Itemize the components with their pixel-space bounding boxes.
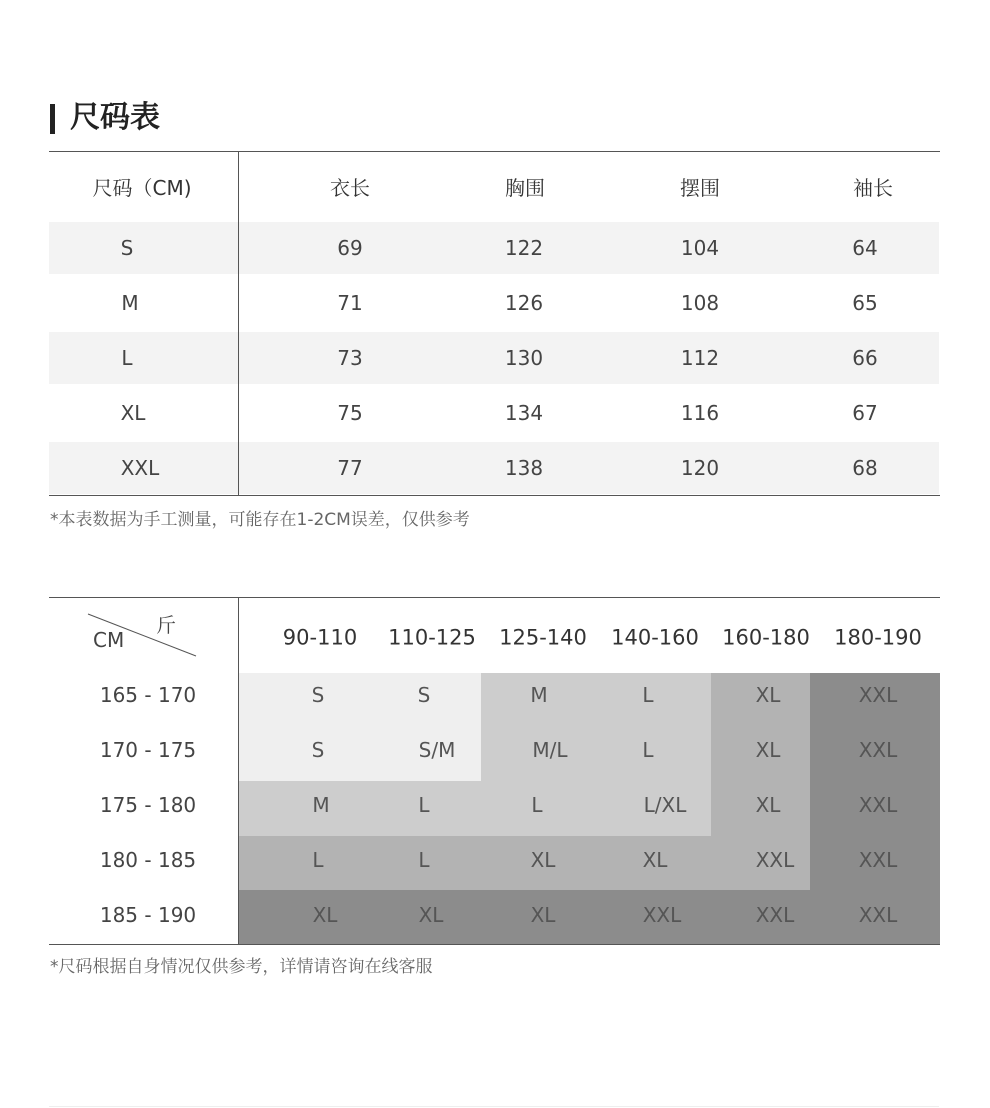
table-row-stripe — [49, 332, 939, 384]
table-cell: S — [120, 236, 134, 260]
size-cell: S/M — [418, 738, 456, 762]
size-cell: L — [418, 793, 430, 817]
table-cell: 134 — [504, 401, 544, 425]
table-cell: 77 — [337, 456, 363, 480]
height-row-label: 180 - 185 — [99, 848, 197, 872]
size-cell: L — [418, 848, 430, 872]
measure-table-top-border — [49, 151, 940, 152]
size-cell: S — [311, 683, 325, 707]
weight-header: 90-110 — [282, 625, 358, 650]
bottom-divider — [49, 1106, 939, 1107]
table-cell: 68 — [852, 456, 878, 480]
size-cell: XXL — [858, 903, 898, 927]
size-cell: S — [311, 738, 325, 762]
table-cell: 65 — [852, 291, 878, 315]
recommend-table-top-border — [49, 597, 940, 598]
header-hem: 摆围 — [680, 176, 720, 200]
table-cell: 138 — [504, 456, 544, 480]
header-chest: 胸围 — [505, 176, 545, 200]
size-cell: XL — [755, 683, 781, 707]
page-title: 尺码表 — [70, 100, 160, 135]
shade-zone-1 — [239, 673, 481, 781]
table-cell: 108 — [680, 291, 720, 315]
table-cell: 69 — [337, 236, 363, 260]
table-cell: 130 — [504, 346, 544, 370]
table-cell: 73 — [337, 346, 363, 370]
shade-zone-2 — [481, 673, 711, 781]
size-cell: XXL — [858, 793, 898, 817]
table-cell: 75 — [337, 401, 363, 425]
table-cell: 126 — [504, 291, 544, 315]
size-cell: XL — [418, 903, 444, 927]
table-row-stripe — [49, 442, 939, 494]
table-cell: M — [121, 291, 139, 315]
weight-header: 180-190 — [834, 625, 922, 650]
size-cell: XL — [312, 903, 338, 927]
size-cell: L/XL — [643, 793, 687, 817]
size-cell: XXL — [755, 848, 795, 872]
weight-header: 160-180 — [722, 625, 810, 650]
measure-table-bottom-border — [49, 495, 940, 496]
size-cell: S — [417, 683, 431, 707]
size-cell: L — [531, 793, 543, 817]
table-cell: 67 — [852, 401, 878, 425]
size-cell: L — [312, 848, 324, 872]
size-cell: XXL — [858, 848, 898, 872]
table-cell: 120 — [680, 456, 720, 480]
corner-height-label: CM — [93, 628, 125, 652]
size-cell: XXL — [858, 683, 898, 707]
corner-weight-label: 斤 — [156, 613, 176, 637]
table-cell: 64 — [852, 236, 878, 260]
recommend-table-divider — [238, 597, 239, 944]
size-cell: XL — [642, 848, 668, 872]
table-cell: 71 — [337, 291, 363, 315]
title-accent-bar — [50, 104, 55, 134]
size-cell: XXL — [858, 738, 898, 762]
size-cell: L — [642, 683, 654, 707]
shade-zone-2 — [239, 781, 711, 836]
size-cell: XL — [755, 793, 781, 817]
table-cell: L — [121, 346, 133, 370]
size-cell: XXL — [642, 903, 682, 927]
size-cell: XL — [530, 848, 556, 872]
table-cell: XL — [120, 401, 146, 425]
weight-header: 125-140 — [499, 625, 587, 650]
size-cell: XXL — [755, 903, 795, 927]
measure-table-divider-overlay — [238, 151, 239, 495]
table-cell: 112 — [680, 346, 720, 370]
shade-zone-3 — [239, 836, 711, 890]
height-row-label: 185 - 190 — [99, 903, 197, 927]
height-row-label: 170 - 175 — [99, 738, 197, 762]
table-cell: 122 — [504, 236, 544, 260]
recommend-table-note: *尺码根据自身情况仅供参考，详情请咨询在线客服 — [50, 957, 433, 977]
measure-table-note: *本表数据为手工测量，可能存在1-2CM误差，仅供参考 — [50, 510, 470, 530]
table-cell: 104 — [680, 236, 720, 260]
weight-header: 110-125 — [388, 625, 476, 650]
header-size: 尺码（CM) — [92, 176, 192, 200]
table-cell: XXL — [120, 456, 160, 480]
recommend-table-bottom-border — [49, 944, 940, 945]
table-cell: 116 — [680, 401, 720, 425]
weight-header: 140-160 — [611, 625, 699, 650]
size-cell: M — [530, 683, 548, 707]
size-cell: M/L — [532, 738, 568, 762]
table-row-stripe — [49, 222, 939, 274]
size-cell: L — [642, 738, 654, 762]
header-sleeve: 袖长 — [853, 176, 893, 200]
table-cell: 66 — [852, 346, 878, 370]
height-row-label: 165 - 170 — [99, 683, 197, 707]
size-cell: M — [312, 793, 330, 817]
size-cell: XL — [530, 903, 556, 927]
size-cell: XL — [755, 738, 781, 762]
height-row-label: 175 - 180 — [99, 793, 197, 817]
header-length: 衣长 — [330, 176, 370, 200]
